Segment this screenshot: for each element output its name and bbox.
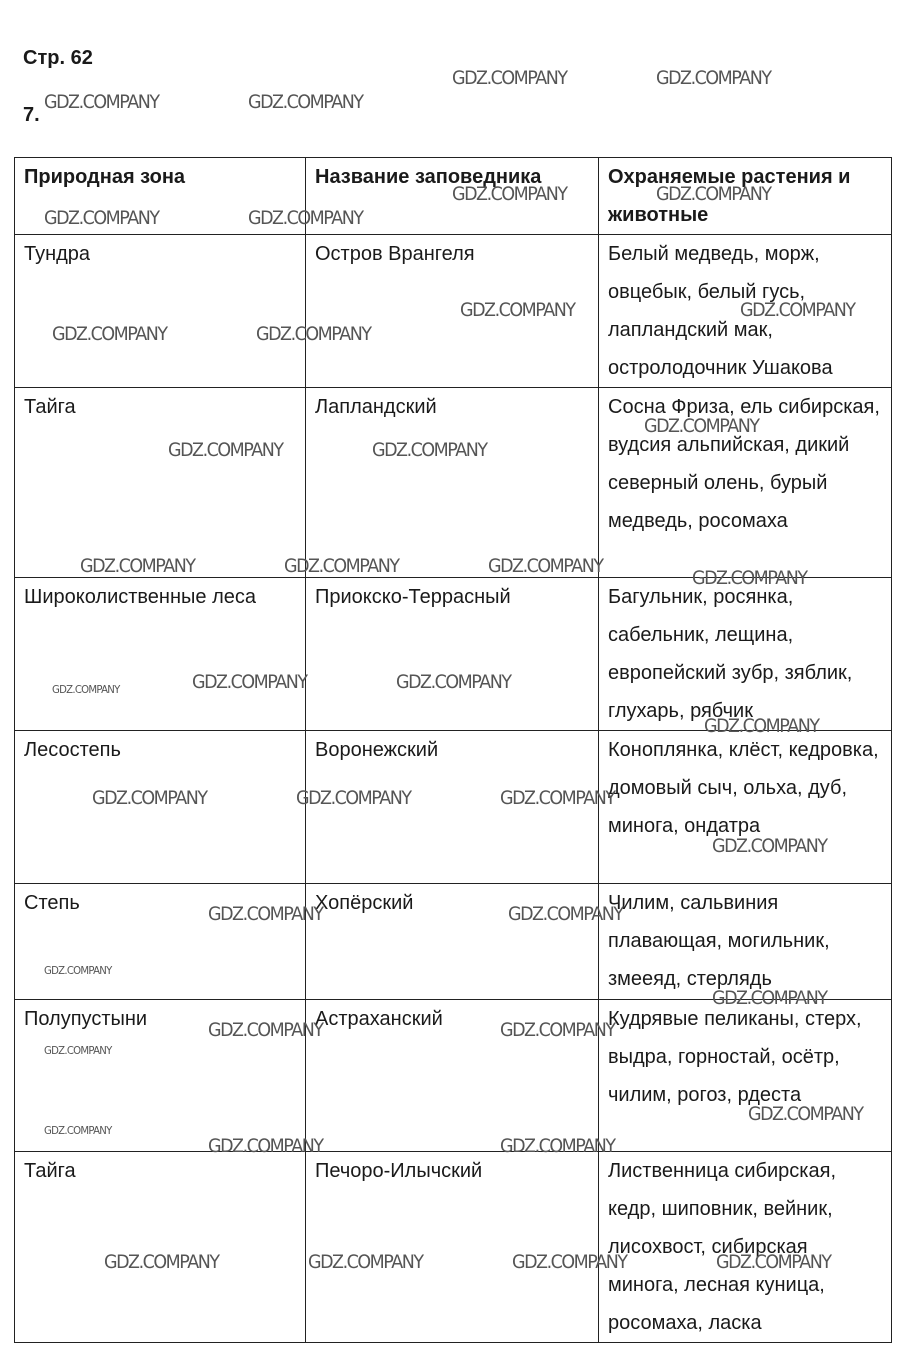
zone-cell: Лесостепь (15, 731, 306, 884)
watermark: GDZ.COMPANY (80, 555, 195, 577)
table-row (15, 578, 892, 731)
watermark: GDZ.COMPANY (52, 683, 120, 696)
header-protected: Охраняемые растения и животные (599, 158, 892, 235)
watermark: GDZ.COMPANY (248, 91, 363, 113)
protected-cell: Багульник, росянка, сабельник, лещина, европейский зубр, зяблик, глухарь, рябчик (599, 578, 892, 731)
header-zone: Природная зона (15, 158, 306, 235)
protected-cell: Чилим, сальвиния плавающая, могильник, змееяд, стерлядь (599, 884, 892, 1000)
watermark: GDZ.COMPANY (500, 1135, 615, 1157)
table-row (15, 1152, 892, 1343)
watermark: GDZ.COMPANY (208, 1019, 323, 1041)
zone-cell: Тайга (15, 1152, 306, 1343)
watermark: GDZ.COMPANY (500, 787, 615, 809)
table-row (15, 731, 892, 884)
reserve-cell: Приокско-Террасный (306, 578, 599, 731)
watermark: GDZ.COMPANY (512, 1251, 627, 1273)
protected-cell: Сосна Фриза, ель сибирская, вудсия альпийская, дикий северный олень, бурый медведь, росомаха (599, 388, 892, 578)
watermark: GDZ.COMPANY (748, 1103, 863, 1125)
watermark: GDZ.COMPANY (296, 787, 411, 809)
zone-cell: Широколиственные леса (15, 578, 306, 731)
zone-cell: Тайга (15, 388, 306, 578)
watermark: GDZ.COMPANY (712, 835, 827, 857)
watermark: GDZ.COMPANY (44, 1124, 112, 1137)
watermark: GDZ.COMPANY (52, 323, 167, 345)
table-row (15, 235, 892, 388)
reserve-cell: Астраханский (306, 1000, 599, 1152)
watermark: GDZ.COMPANY (284, 555, 399, 577)
watermark: GDZ.COMPANY (208, 1135, 323, 1157)
header-reserve: Название заповедника (306, 158, 599, 235)
watermark: GDZ.COMPANY (644, 415, 759, 437)
watermark: GDZ.COMPANY (44, 964, 112, 977)
reserve-cell: Воронежский (306, 731, 599, 884)
reserves-table (14, 157, 892, 1343)
watermark: GDZ.COMPANY (44, 207, 159, 229)
watermark: GDZ.COMPANY (488, 555, 603, 577)
zone-cell: Тундра (15, 235, 306, 388)
protected-cell: Лиственница сибирская, кедр, шиповник, вейник, лисохвост, сибирская минога, лесная куница, росомаха, ласка (599, 1152, 892, 1343)
protected-cell: Коноплянка, клёст, кедровка, домовый сыч, ольха, дуб, минога, ондатра (599, 731, 892, 884)
reserve-cell: Лапландский (306, 388, 599, 578)
reserve-cell: Остров Врангеля (306, 235, 599, 388)
watermark: GDZ.COMPANY (44, 91, 159, 113)
watermark: GDZ.COMPANY (92, 787, 207, 809)
watermark: GDZ.COMPANY (192, 671, 307, 693)
zone-cell: Полупустыни (15, 1000, 306, 1152)
watermark: GDZ.COMPANY (256, 323, 371, 345)
watermark: GDZ.COMPANY (740, 299, 855, 321)
watermark: GDZ.COMPANY (396, 671, 511, 693)
page-number: Стр. 62 (23, 47, 93, 69)
watermark: GDZ.COMPANY (716, 1251, 831, 1273)
protected-cell: Белый медведь, морж, овцебык, белый гусь, лапландский мак, остролодочник Ушакова (599, 235, 892, 388)
watermark: GDZ.COMPANY (712, 987, 827, 1009)
zone-cell: Степь (15, 884, 306, 1000)
watermark: GDZ.COMPANY (168, 439, 283, 461)
watermark: GDZ.COMPANY (656, 183, 771, 205)
watermark: GDZ.COMPANY (460, 299, 575, 321)
watermark: GDZ.COMPANY (500, 1019, 615, 1041)
watermark: GDZ.COMPANY (704, 715, 819, 737)
watermark: GDZ.COMPANY (452, 183, 567, 205)
task-number: 7. (23, 104, 40, 126)
table-header-row (15, 158, 892, 235)
protected-cell: Кудрявые пеликаны, стерх, выдра, горностай, осётр, чилим, рогоз, рдеста (599, 1000, 892, 1152)
watermark: GDZ.COMPANY (372, 439, 487, 461)
watermark: GDZ.COMPANY (248, 207, 363, 229)
table-row (15, 884, 892, 1000)
watermark: GDZ.COMPANY (508, 903, 623, 925)
watermark: GDZ.COMPANY (208, 903, 323, 925)
table-row (15, 1000, 892, 1152)
watermark: GDZ.COMPANY (104, 1251, 219, 1273)
reserve-cell: Печоро-Илычский (306, 1152, 599, 1343)
watermark: GDZ.COMPANY (308, 1251, 423, 1273)
reserve-cell: Хопёрский (306, 884, 599, 1000)
watermark: GDZ.COMPANY (44, 1044, 112, 1057)
watermark: GDZ.COMPANY (656, 67, 771, 89)
watermark: GDZ.COMPANY (452, 67, 567, 89)
watermark: GDZ.COMPANY (692, 567, 807, 589)
table-row (15, 388, 892, 578)
